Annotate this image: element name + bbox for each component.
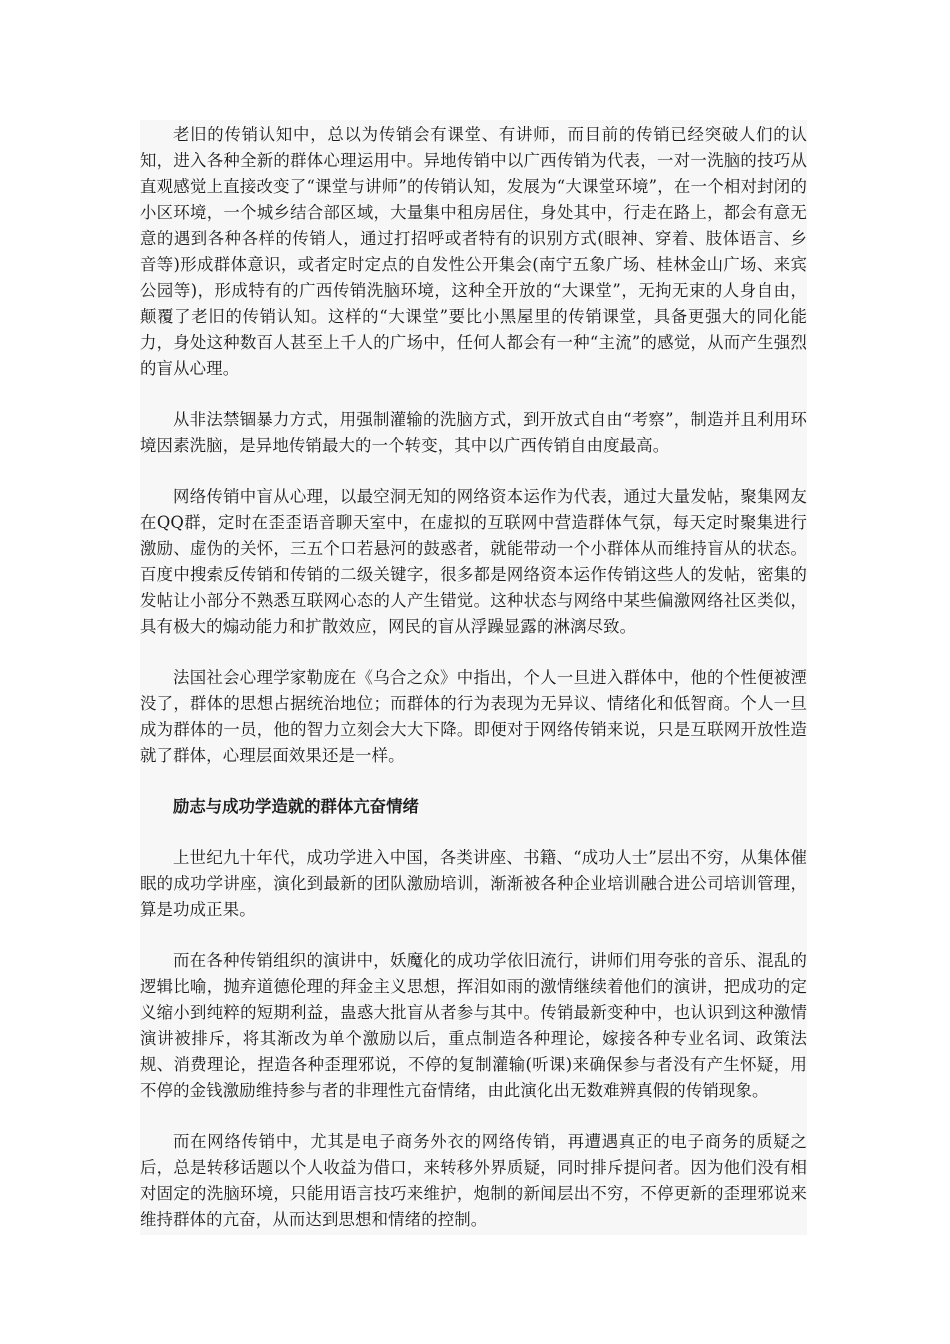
article-body xyxy=(140,120,807,1235)
paragraph-5: 上世纪九十年代，成功学进入中国，各类讲座、书籍、“成功人士”层出不穷，从集体催眠的成功学讲座，演化到最新的团队激励培训，渐渐被各种企业培训融合进公司培训管理，算是功成正果。 xyxy=(140,848,807,919)
paragraph-6: 而在各种传销组织的演讲中，妖魔化的成功学依旧流行，讲师们用夸张的音乐、混乱的逻辑比喻，抛弃道德伦理的拜金主义思想，挥泪如雨的激情继续着他们的演讲，把成功的定义缩小到纯粹的短期利益，蛊惑大批盲从者参与其中。传销最新变种中，也认识到这种激情演讲被排斥，将其渐改为单个激励以后，重点制造各种理论，嫁接各种专业名词、政策法规、消费理论，捏造各种歪理邪说，不停的复制灌输(听课)来确保参与者没有产生怀疑，用不停的金钱激励维持参与者的非理性亢奋情绪，由此演化出无数难辨真假的传销现象。 xyxy=(140,951,807,1100)
paragraph-1: 老旧的传销认知中，总以为传销会有课堂、有讲师，而目前的传销已经突破人们的认知，进入各种全新的群体心理运用中。异地传销中以广西传销为代表，一对一洗脑的技巧从直观感觉上直接改变了“课堂与讲师”的传销认知，发展为“大课堂环境”，在一个相对封闭的小区环境，一个城乡结合部区域，大量集中租房居住，身处其中，行走在路上，都会有意无意的遇到各种各样的传销人，通过打招呼或者特有的识别方式(眼神、穿着、肢体语言、乡音等)形成群体意识，或者定时定点的自发性公开集会(南宁五象广场、桂林金山广场、来宾公园等)，形成特有的广西传销洗脑环境，这种全开放的“大课堂”，无拘无束的人身自由，颠覆了老旧的传销认知。这样的“大课堂”要比小黑屋里的传销课堂，具备更强大的同化能力，身处这种数百人甚至上千人的广场中，任何人都会有一种“主流”的感觉，从而产生强烈的盲从心理。 xyxy=(140,125,807,378)
paragraph-3: 网络传销中盲从心理，以最空洞无知的网络资本运作为代表，通过大量发帖，聚集网友在QQ群，定时在歪歪语音聊天室中，在虚拟的互联网中营造群体气氛，每天定时聚集进行激励、虚伪的关怀，三五个口若悬河的鼓惑者，就能带动一个小群体从而维持盲从的状态。百度中搜索反传销和传销的二级关键字，很多都是网络资本运作传销这些人的发帖，密集的发帖让小部分不熟悉互联网心态的人产生错觉。这种状态与网络中某些偏激网络社区类似，具有极大的煽动能力和扩散效应，网民的盲从浮躁显露的淋漓尽致。 xyxy=(140,487,807,636)
paragraph-4: 法国社会心理学家勒庞在《乌合之众》中指出，个人一旦进入群体中，他的个性便被湮没了，群体的思想占据统治地位；而群体的行为表现为无异议、情绪化和低智商。个人一旦成为群体的一员，他的智力立刻会大大下降。即便对于网络传销来说，只是互联网开放性造就了群体，心理层面效果还是一样。 xyxy=(140,668,807,765)
section-heading: 励志与成功学造就的群体亢奋情绪 xyxy=(173,797,419,816)
paragraph-2: 从非法禁锢暴力方式，用强制灌输的洗脑方式，到开放式自由“考察”，制造并且利用环境因素洗脑，是异地传销最大的一个转变，其中以广西传销自由度最高。 xyxy=(140,410,807,455)
paragraph-7: 而在网络传销中，尤其是电子商务外衣的网络传销，再遭遇真正的电子商务的质疑之后，总是转移话题以个人收益为借口，来转移外界质疑，同时排斥提问者。因为他们没有相对固定的洗脑环境，只能用语言技巧来维护，炮制的新闻层出不穷，不停更新的歪理邪说来维持群体的亢奋，从而达到思想和情绪的控制。 xyxy=(140,1132,807,1229)
